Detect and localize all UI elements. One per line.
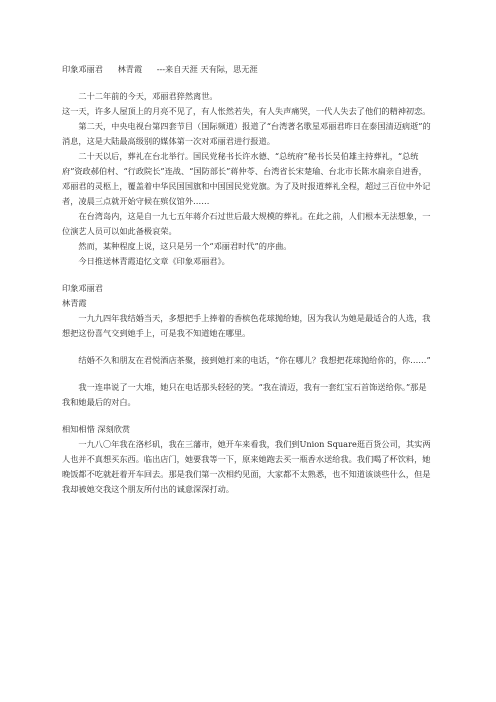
section-paragraph: 一九八〇年我在洛杉矶，我在三藩市，她开车来看我，我们到Union Square逛百货公司，其实两人也并不真想买东西。临出店门，她要我等一下，原来她跑去买一瓶香水送给我。我们喝了杯饮料，她晚饭都不吃就赶着开车回去。那是我们第一次相约见面，大家都不太熟悉，也不知道该谈些什么，但是我却被她交我这个朋友所付出的诚意深深打动。: [62, 439, 431, 494]
article-paragraph: 一九九四年我结婚当天，多想把手上捧着的香槟色花球抛给她，因为我认为她是最适合的人选，我想把这份喜气交到她手上，可是我不知道她在哪里。: [62, 313, 431, 338]
document-header: [62, 62, 434, 77]
intro-paragraph: 今日推送林青霞追忆文章《印象邓丽君》。: [78, 256, 230, 266]
section-heading: 相知相惜 深刻欣赏: [62, 424, 131, 434]
intro-paragraph: 二十二年前的今天，邓丽君猝然离世。: [78, 91, 218, 101]
header-title: 印象邓丽君: [62, 64, 103, 74]
article-author: 林青霞: [62, 298, 87, 308]
intro-paragraph: 这一天，许多人屋顶上的月亮不见了，有人怅然若失，有人失声痛哭，一代人失去了他们的精神初恋。: [62, 106, 431, 116]
spacer: [62, 410, 434, 422]
intro-paragraph: 第二天，中央电视台第四套节目（国际频道）报道了“台湾著名歌星邓丽君昨日在泰国清迈病逝”的消息，这是大陆最高级别的媒体第一次对邓丽君进行报道。: [62, 121, 431, 146]
article-paragraph: 结婚不久和朋友在君悦酒店茶聚，接到她打来的电话，“你在哪儿？我想把花球抛给你的，你……”: [78, 355, 431, 365]
header-subtitle: ---来自天涯 天有际，思无涯: [156, 64, 258, 74]
header-author: 林青霞: [117, 64, 143, 74]
spacer: [62, 368, 434, 380]
intro-paragraph: 在台湾岛内，这是自一九七五年蒋介石过世后最大规模的葬礼。在此之前，人们根本无法想象，一位演艺人员可以如此备极哀荣。: [62, 211, 431, 236]
document-page: [62, 62, 434, 497]
spacer: [62, 341, 434, 353]
intro-paragraph: 二十天以后，葬礼在台北举行。国民党秘书长许水德、“总统府”秘书长吴伯雄主持葬礼，“总统府”资政郝伯村、“行政院长”连战、“国防部长”蒋仲苓、台湾省长宋楚瑜、台北市长陈水扁亲自进香，邓丽君的灵柩上，覆盖着中华民国国旗和中国国民党党旗。为了及时报道葬礼全程，超过三百位中外记者，凌晨三点就开始守候在殡仪馆外……: [62, 151, 431, 206]
article-paragraph: 我一连串说了一大堆，她只在电话那头轻轻的笑。“我在清迈，我有一套红宝石首饰送给你。”那是我和她最后的对白。: [62, 382, 427, 407]
article-title: 印象邓丽君: [62, 283, 103, 293]
intro-paragraph: 然而，某种程度上说，这只是另一个“邓丽君时代”的序曲。: [78, 241, 292, 251]
spacer: [62, 269, 434, 281]
